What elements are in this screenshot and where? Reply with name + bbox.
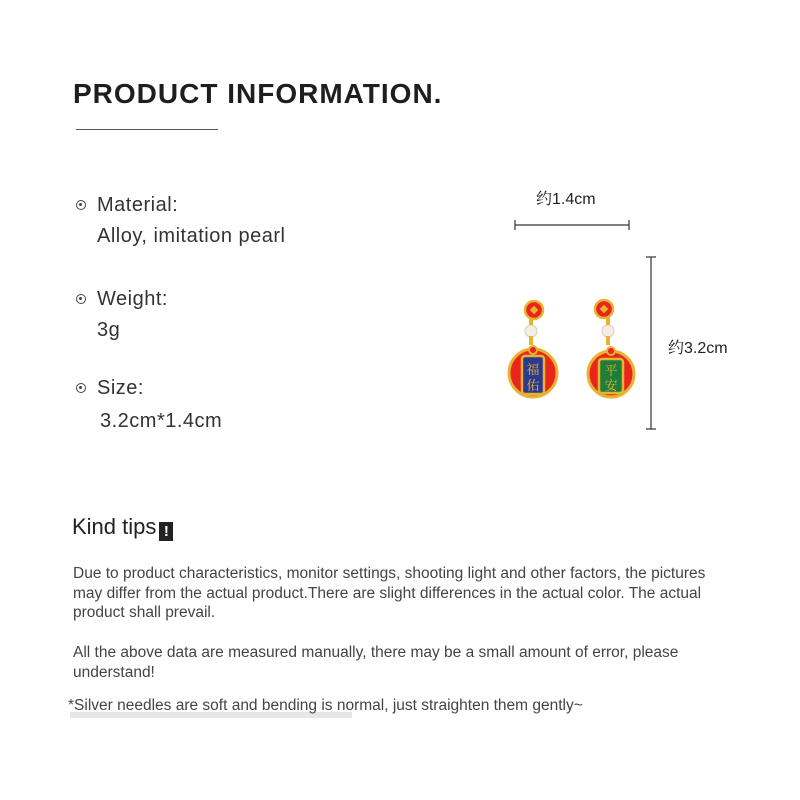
exclamation-icon: ! <box>159 522 173 541</box>
kind-tips-label: Kind tips <box>72 514 157 539</box>
title-underline <box>76 129 218 130</box>
silver-needle-note: *Silver needles are soft and bending is normal, just straighten them gently~ <box>68 697 583 714</box>
spec-label: Size: <box>97 377 144 399</box>
left-earring <box>509 301 557 397</box>
bullet-icon <box>76 294 86 304</box>
right-charm-top-char: 平 <box>604 364 618 379</box>
height-dimension-label: 约3.2cm <box>668 340 728 357</box>
product-illustration <box>500 210 670 440</box>
page-title: PRODUCT INFORMATION. <box>73 78 443 109</box>
spec-label: Weight: <box>97 288 168 310</box>
disclaimer-paragraph: Due to product characteristics, monitor settings, shooting light and other factors, the pictures may differ from the actual product.There are slight differences in the actual color. The actual product shall prevail. <box>73 565 706 621</box>
spec-label: Material: <box>97 194 179 216</box>
measurement-paragraph: All the above data are measured manually, there may be a small amount of error, please understand! <box>73 644 679 681</box>
width-dimension-line <box>515 220 629 230</box>
right-earring <box>588 300 634 397</box>
spec-value: Alloy, imitation pearl <box>97 225 286 247</box>
left-charm-bottom-char: 佑 <box>526 379 540 394</box>
width-dimension-label: 约1.4cm <box>536 191 596 208</box>
right-charm-bottom-char: 安 <box>604 379 618 394</box>
bullet-icon <box>76 383 86 393</box>
height-dimension-line <box>646 257 656 429</box>
kind-tips-heading <box>72 514 173 541</box>
bullet-icon <box>76 200 86 210</box>
left-charm-top-char: 福 <box>526 363 540 378</box>
spec-value: 3.2cm*1.4cm <box>100 410 223 432</box>
spec-value: 3g <box>97 319 121 341</box>
